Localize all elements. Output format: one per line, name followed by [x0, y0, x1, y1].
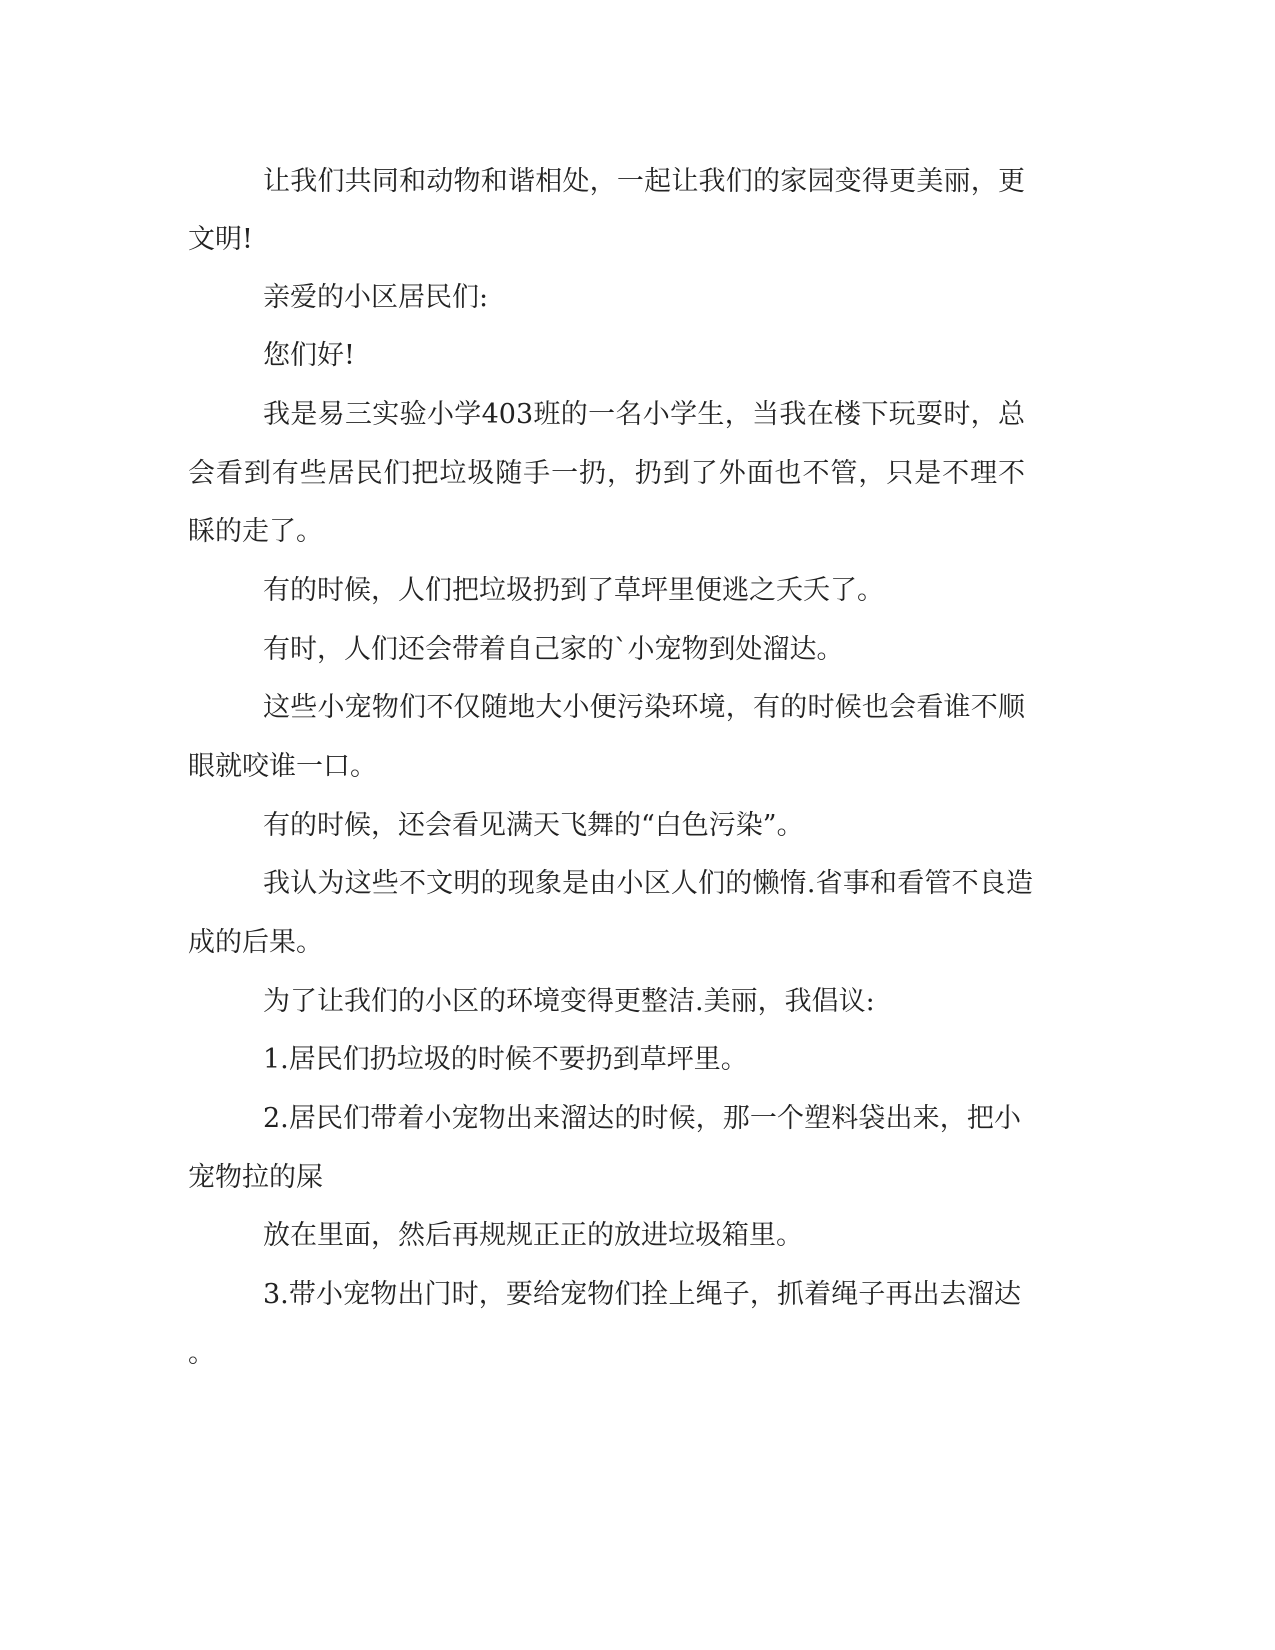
salutation: 亲爱的小区居民们: [263, 282, 489, 313]
list-item: 1.居民们扔垃圾的时候不要扔到草坪里。 [263, 1044, 748, 1075]
paragraph-line: 我认为这些不文明的现象是由小区人们的懒惰.省事和看管不良造 [263, 868, 1033, 899]
greeting: 您们好! [263, 340, 355, 371]
list-item: 2.居民们带着小宠物出来溜达的时候，那一个塑料袋出来，把小 [263, 1103, 1021, 1134]
paragraph-line: 成的后果。 [188, 927, 323, 958]
paragraph-line: 我是易三实验小学403班的一名小学生，当我在楼下玩耍时，总 [263, 399, 1025, 430]
list-item: 3.带小宠物出门时，要给宠物们拴上绳子，抓着绳子再出去溜达 [263, 1279, 1021, 1310]
paragraph-line: 为了让我们的小区的环境变得更整洁.美丽，我倡议: [263, 986, 875, 1017]
paragraph-line: 这些小宠物们不仅随地大小便污染环境，有的时候也会看谁不顺 [263, 692, 1025, 723]
paragraph-line: 睬的走了。 [188, 516, 323, 547]
paragraph-line: 放在里面，然后再规规正正的放进垃圾箱里。 [263, 1220, 803, 1251]
paragraph-line: 会看到有些居民们把垃圾随手一扔，扔到了外面也不管，只是不理不 [188, 458, 1025, 489]
paragraph-line: 让我们共同和动物和谐相处，一起让我们的家园变得更美丽，更 [263, 166, 1025, 197]
paragraph-line: 有的时候，还会看见满天飞舞的“白色污染”。 [263, 810, 804, 841]
paragraph-line: 有时，人们还会带着自己家的`小宠物到处溜达。 [263, 634, 844, 665]
paragraph-line: 有的时候，人们把垃圾扔到了草坪里便逃之夭夭了。 [263, 575, 884, 606]
paragraph-line: 宠物拉的屎 [188, 1162, 323, 1193]
paragraph-line: 文明! [188, 224, 253, 255]
paragraph-line: 眼就咬谁一口。 [188, 751, 377, 782]
paragraph-line: 。 [188, 1338, 215, 1369]
